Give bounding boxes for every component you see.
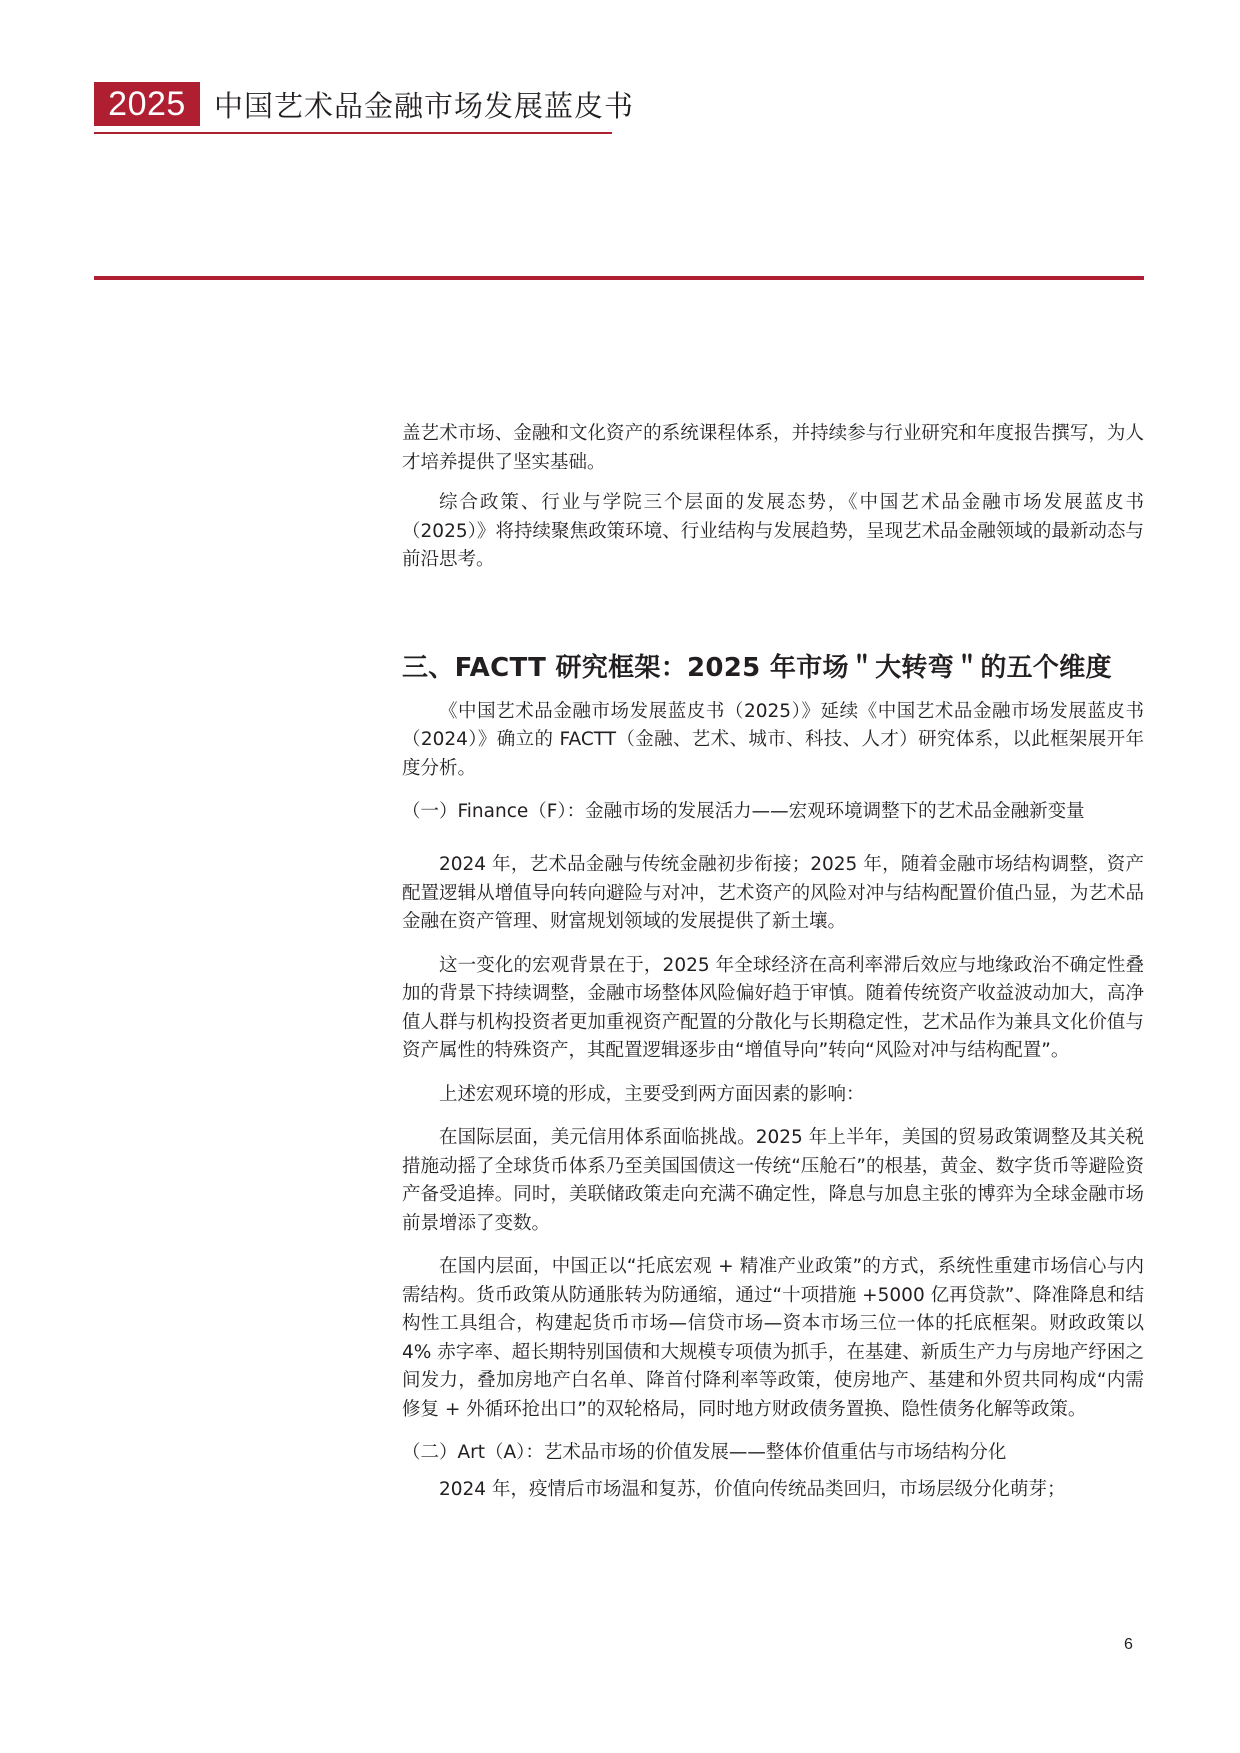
paragraph: 《中国艺术品金融市场发展蓝皮书（2025）》延续《中国艺术品金融市场发展蓝皮书（2024）》确立的 FACTT（金融、艺术、城市、科技、人才）研究体系，以此框架展开年度分析。 [402,700,1144,779]
paragraph: 这一变化的宏观背景在于，2025 年全球经济在高利率滞后效应与地缘政治不确定性叠加的背景下持续调整，金融市场整体风险偏好趋于审慎。随着传统资产收益波动加大，高净值人群与机构投资者更加重视资产配置的分散化与长期稳定性，艺术品作为兼具文化价值与资产属性的特殊资产，其配置逻辑逐步由“增值导向”转向“风险对冲与结构配置”。 [402,954,1144,1061]
body-text [402,420,1144,1505]
paragraph: 在国际层面，美元信用体系面临挑战。2025 年上半年，美国的贸易政策调整及其关税措施动摇了全球货币体系乃至美国国债这一传统“压舱石”的根基，黄金、数字货币等避险资产备受追捧。同时，美联储政策走向充满不确定性，降息与加息主张的博弈为全球金融市场前景增添了变数。 [402,1127,1144,1234]
paragraph: 2024 年，艺术品金融与传统金融初步衔接；2025 年，随着金融市场结构调整，资产配置逻辑从增值导向转向避险与对冲，艺术资产的风险对冲与结构配置价值凸显，为艺术品金融在资产管理、财富规划领域的发展提供了新土壤。 [402,854,1144,932]
section-divider [94,276,1144,280]
report-title: 中国艺术品金融市场发展蓝皮书 [214,88,635,123]
paragraph: 盖艺术市场、金融和文化资产的系统课程体系，并持续参与行业研究和年度报告撰写，为人才培养提供了坚实基础。 [402,423,1144,473]
subsection-heading: （二）Art（A）：艺术品市场的价值发展——整体价值重估与市场结构分化 [402,1442,1007,1463]
subsection-heading: （一）Finance（F）：金融市场的发展活力——宏观环境调整下的艺术品金融新变量 [402,801,1085,822]
paragraph: 上述宏观环境的形成，主要受到两方面因素的影响： [439,1083,865,1105]
page-number: 6 [1124,1636,1133,1653]
paragraph: 2024 年，疫情后市场温和复苏，价值向传统品类回归，市场层级分化萌芽； [439,1479,1066,1500]
section-heading: 三、FACTT 研究框架：2025 年市场＂大转弯＂的五个维度 [402,652,1112,683]
paragraph: 综合政策、行业与学院三个层面的发展态势，《中国艺术品金融市场发展蓝皮书（2025）》将持续聚焦政策环境、行业结构与发展趋势，呈现艺术品金融领域的最新动态与前沿思考。 [402,492,1144,570]
header-underline [94,132,612,134]
paragraph: 在国内层面，中国正以“托底宏观 + 精准产业政策”的方式，系统性重建市场信心与内需结构。货币政策从防通胀转为防通缩，通过“十项措施 +5000 亿再贷款”、降准降息和结构性工具组合，构建起货币市场—信贷市场—资本市场三位一体的托底框架。财政政策以 4% 赤字率、超长期特别国债和大规模专项债为抓手，在基建、新质生产力与房地产纾困之间发力，叠加房地产白名单、降首付降利率等政策，使房地产、基建和外贸共同构成“内需修复 + 外循环抢出口”的双轮格局，同时地方财政债务置换、隐性债务化解等政策。 [402,1256,1144,1420]
year-badge: 2025 [94,82,200,126]
running-header [94,82,634,126]
